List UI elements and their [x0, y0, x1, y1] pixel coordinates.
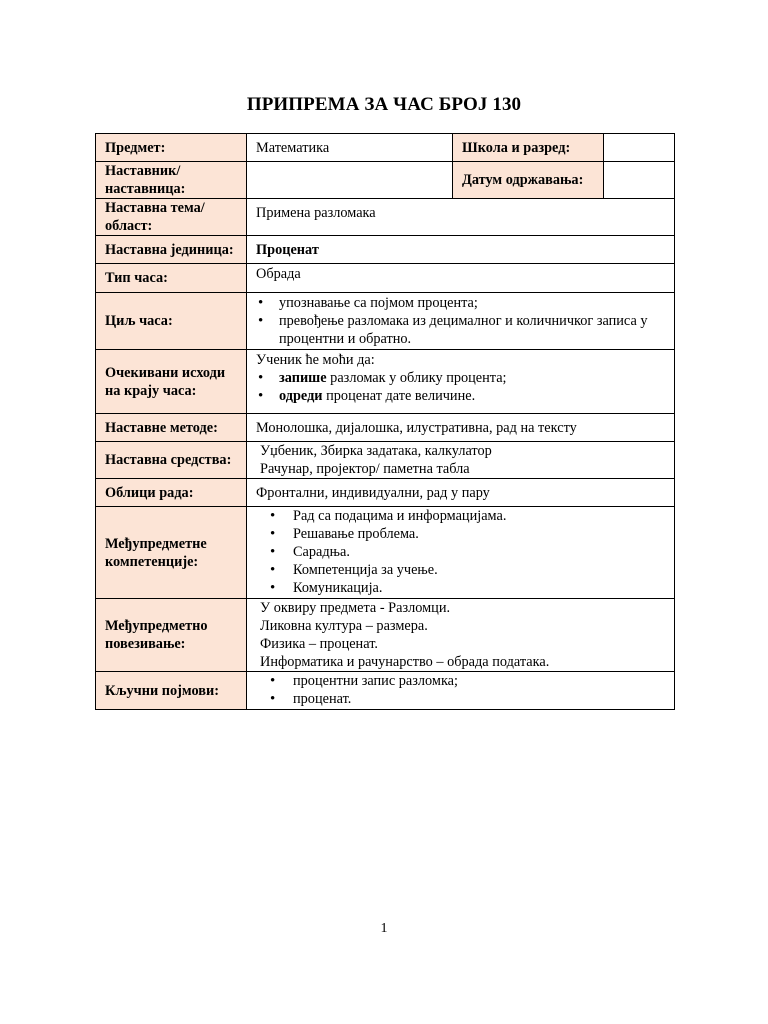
row-goal [96, 293, 675, 350]
label-competencies: Међупредметне компетенције: [96, 507, 247, 599]
list-item: • Решавање проблема. [256, 525, 665, 543]
value-key-terms [247, 672, 675, 710]
value-date [604, 162, 675, 199]
outcomes-intro: Ученик ће моћи да: [256, 352, 375, 368]
value-methods: Монолошка, дијалошка, илустративна, рад на тексту [247, 414, 675, 442]
outcome-verb: запише [279, 370, 327, 386]
correlation-line: Ликовна култура – размера. [260, 618, 428, 634]
outcome-verb: одреди [279, 388, 323, 404]
value-outcomes [247, 350, 675, 414]
value-goal [247, 293, 675, 350]
correlation-line: Информатика и рачунарство – обрада података. [260, 654, 550, 670]
list-item: • Компетенција за учење. [256, 561, 665, 579]
label-work-forms: Облици рада: [96, 479, 247, 507]
list-item [256, 369, 665, 387]
outcome-text: проценат дате величине. [322, 388, 476, 404]
list-item: • Комуникација. [256, 579, 665, 597]
correlation-line: У оквиру предмета - Разломци. [260, 600, 451, 616]
label-unit: Наставна јединица: [96, 236, 247, 264]
row-competencies [96, 507, 675, 599]
label-school: Школа и разред: [453, 134, 604, 162]
label-subject: Предмет: [96, 134, 247, 162]
list-item: • упознавање са појмом процента; [256, 294, 670, 312]
list-item: • Сарадња. [256, 543, 665, 561]
row-correlation [96, 599, 675, 672]
resources-line: Уџбеник, Збирка задатака, калкулатор [260, 443, 492, 459]
list-item: • превођење разломака из децималног и количничког записа у процентни и обратно. [256, 312, 670, 348]
row-methods [96, 414, 675, 442]
label-goal: Циљ часа: [96, 293, 247, 350]
value-competencies [247, 507, 675, 599]
label-date: Датум одржавања: [453, 162, 604, 199]
label-key-terms: Кључни појмови: [96, 672, 247, 710]
value-school [604, 134, 675, 162]
value-correlation [247, 599, 675, 672]
page-number: 1 [380, 921, 388, 936]
row-topic [96, 199, 675, 236]
row-unit [96, 236, 675, 264]
label-correlation: Међупредметно повезивање: [96, 599, 247, 672]
value-resources [247, 442, 675, 479]
value-unit: Проценат [247, 236, 675, 264]
correlation-line: Физика – проценат. [260, 636, 378, 652]
row-outcomes [96, 350, 675, 414]
key-terms-list [256, 672, 665, 708]
row-lesson-type [96, 264, 675, 293]
goal-list [256, 294, 670, 348]
row-teacher [96, 162, 675, 199]
value-topic: Примена разломака [247, 199, 675, 236]
label-resources: Наставна средства: [96, 442, 247, 479]
row-work-forms [96, 479, 675, 507]
row-subject [96, 134, 675, 162]
list-item: • проценат. [256, 690, 665, 708]
outcomes-list [256, 369, 665, 405]
label-methods: Наставне методе: [96, 414, 247, 442]
label-lesson-type: Тип часа: [96, 264, 247, 293]
value-subject: Математика [247, 134, 453, 162]
label-topic: Наставна тема/ област: [96, 199, 247, 236]
list-item: • Рад са подацима и информацијама. [256, 507, 665, 525]
label-outcomes: Очекивани исходи на крају часа: [96, 350, 247, 414]
label-teacher: Наставник/ наставница: [96, 162, 247, 199]
resources-line: Рачунар, пројектор/ паметна табла [260, 461, 470, 477]
outcome-text: разломак у облику процента; [326, 370, 507, 386]
row-key-terms [96, 672, 675, 710]
page-title: ПРИПРЕМА ЗА ЧАС БРОЈ 130 [246, 94, 522, 115]
value-work-forms: Фронтални, индивидуални, рад у пару [247, 479, 675, 507]
lesson-plan-table [95, 133, 675, 710]
list-item: • процентни запис разломка; [256, 672, 665, 690]
competencies-list [256, 507, 665, 597]
row-resources [96, 442, 675, 479]
value-lesson-type: Обрада [247, 264, 675, 293]
list-item [256, 387, 665, 405]
value-teacher [247, 162, 453, 199]
